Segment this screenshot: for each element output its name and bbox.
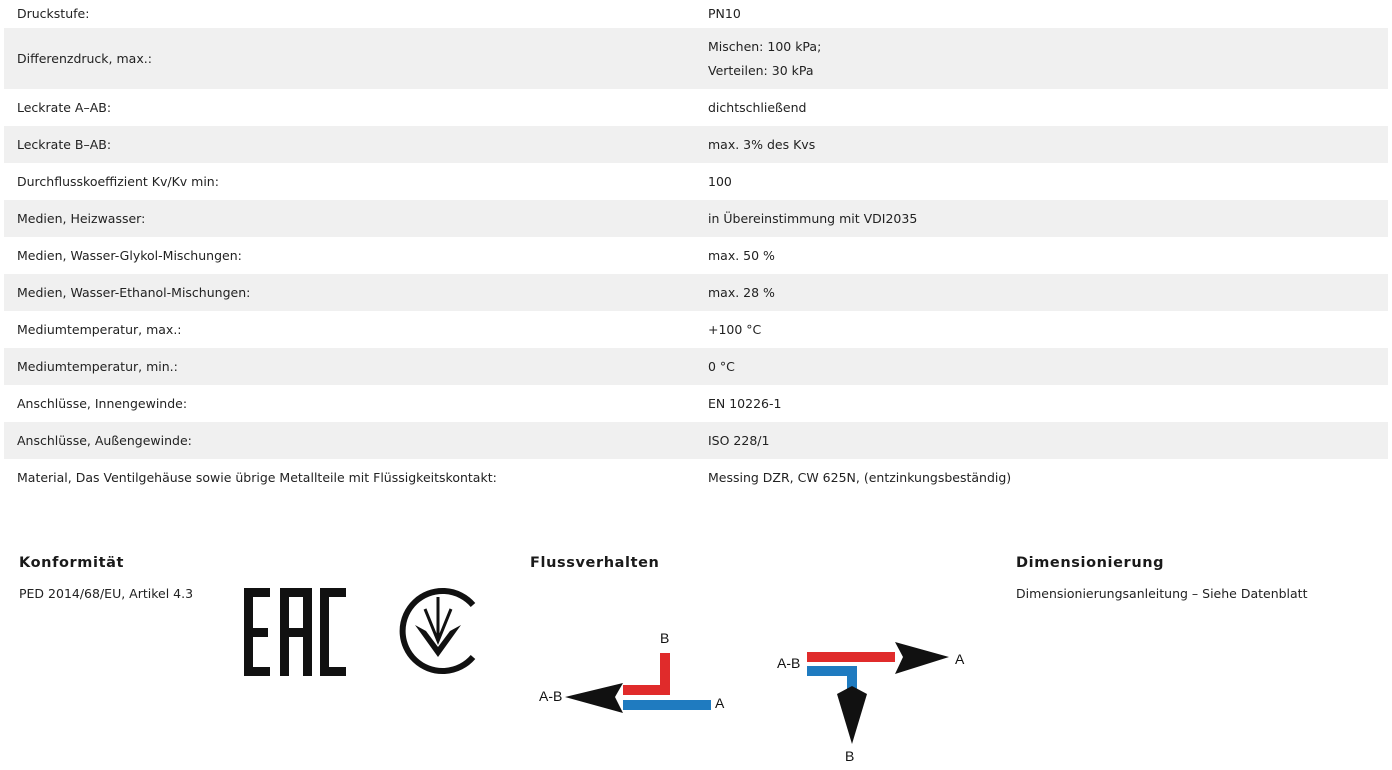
spec-row [4,200,1388,237]
spec-value-line: max. 50 % [708,247,775,263]
spec-value-line: PN10 [708,6,741,21]
spec-label: Mediumtemperatur, min.: [17,358,178,374]
flussverhalten-title: Flussverhalten [530,555,660,571]
spec-label: Medien, Heizwasser: [17,210,146,226]
spec-label: Durchflusskoeffizient Kv/Kv min: [17,173,219,189]
spec-value-line: 0 °C [708,358,735,374]
spec-value [696,207,1388,231]
spec-row [4,311,1388,348]
mixing-label-a: A [715,695,725,711]
mixing-label-ab: A-B [539,688,563,704]
eac-logo [244,588,346,676]
diverting-pipes [775,638,975,766]
spec-row [4,348,1388,385]
spec-row [4,385,1388,422]
spec-value [696,244,1388,268]
spec-row [4,89,1388,126]
spec-value [696,429,1388,453]
spec-label: Mediumtemperatur, max.: [17,321,182,337]
spec-row [4,422,1388,459]
dimensionierung-title: Dimensionierung [1016,555,1165,571]
diverting-label-a: A [955,651,965,667]
spec-row [4,0,1388,28]
spec-value [696,96,1388,120]
spec-value-line: 100 [708,173,732,189]
mixing-pipes [535,625,735,725]
spec-label: Leckrate B–AB: [17,136,112,152]
flow-diagram-mixing [535,625,735,725]
spec-value [696,466,1388,490]
spec-row [4,274,1388,311]
spec-label: Differenzdruck, max.: [17,50,152,66]
flow-diagram-diverting [775,638,975,766]
spec-value [696,281,1388,305]
spec-value-line: +100 °C [708,321,762,337]
spec-label: Leckrate A–AB: [17,99,112,115]
spec-value-line: Verteilen: 30 kPa [708,62,814,78]
ukrsepro-logo [395,583,481,679]
spec-table [4,0,1388,496]
spec-value-line: Messing DZR, CW 625N, (entzinkungsbeständig) [708,469,1012,485]
spec-value-line: ISO 228/1 [708,432,770,448]
spec-label: Anschlüsse, Innengewinde: [17,395,188,411]
spec-value [696,355,1388,379]
konformitaet-text: PED 2014/68/EU, Artikel 4.3 [19,586,194,601]
dimensionierung-text: Dimensionierungsanleitung – Siehe Datenblatt [1016,586,1308,601]
spec-value-line: EN 10226-1 [708,395,782,411]
spec-value-line: in Übereinstimmung mit VDI2035 [708,210,918,226]
spec-value-line: max. 28 % [708,284,775,300]
spec-value [696,35,1388,83]
diverting-label-ab: A-B [777,655,801,671]
mixing-label-b: B [660,630,670,646]
spec-value-line: max. 3% des Kvs [708,136,816,152]
spec-value [696,392,1388,416]
spec-label: Anschlüsse, Außengewinde: [17,432,192,448]
spec-row [4,126,1388,163]
diverting-label-b: B [845,748,855,764]
spec-label: Material, Das Ventilgehäuse sowie übrige Metallteile mit Flüssigkeitskontakt: [17,469,497,485]
spec-value [696,170,1388,194]
spec-row [4,237,1388,274]
spec-label: Druckstufe: [17,6,90,21]
spec-value [696,318,1388,342]
spec-value-line: dichtschließend [708,99,807,115]
spec-label: Medien, Wasser-Ethanol-Mischungen: [17,284,251,300]
spec-label: Medien, Wasser-Glykol-Mischungen: [17,247,242,263]
spec-row [4,163,1388,200]
konformitaet-title: Konformität [19,555,125,571]
spec-value [696,133,1388,157]
spec-row [4,459,1388,496]
spec-value [696,2,1388,26]
spec-value-line: Mischen: 100 kPa; [708,38,822,54]
spec-row [4,28,1388,89]
